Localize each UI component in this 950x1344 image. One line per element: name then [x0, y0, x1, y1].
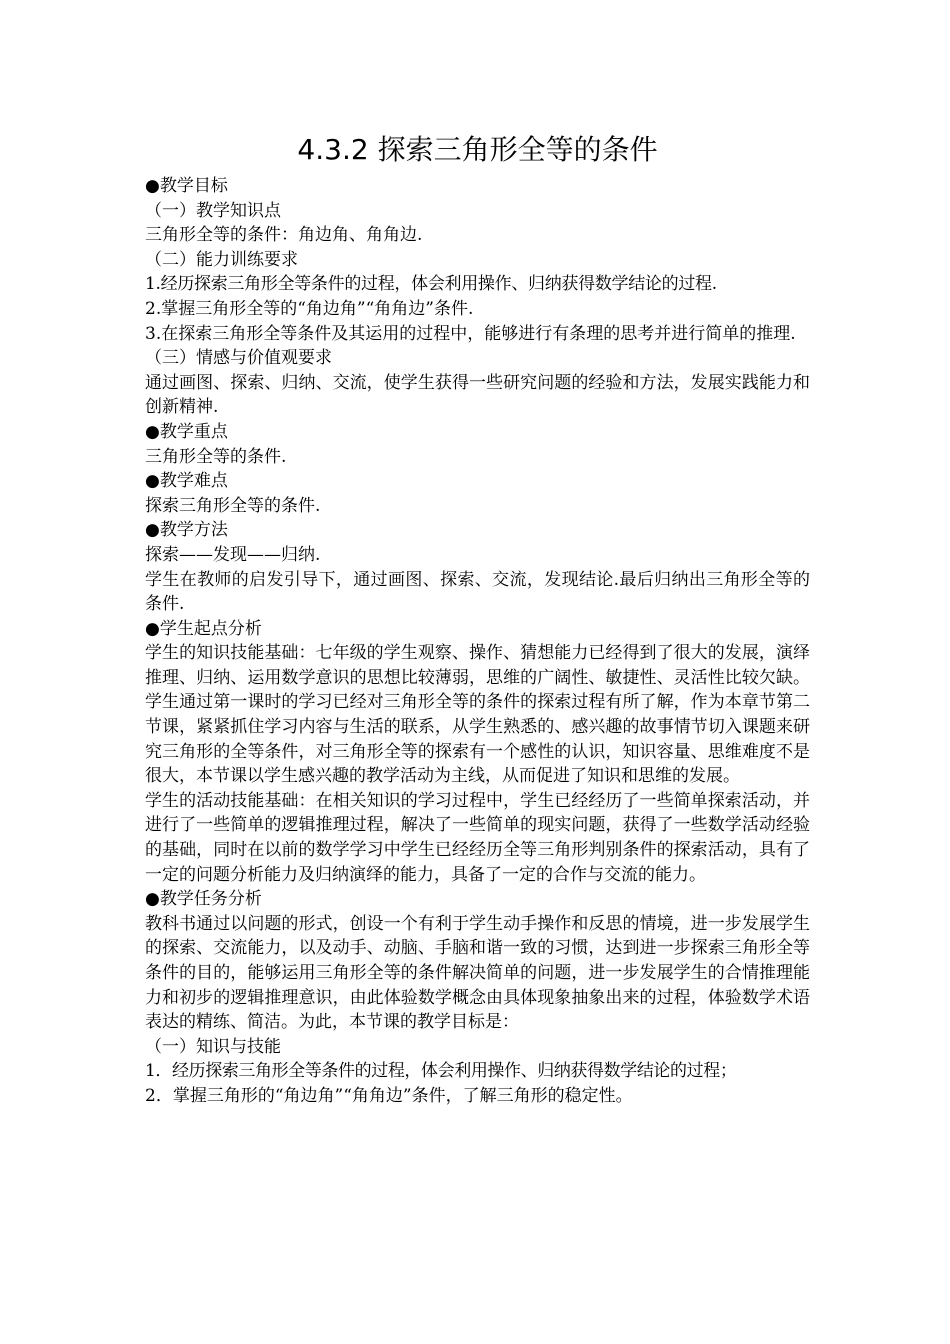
document-page [145, 130, 810, 1109]
paragraph-student-activity: 学生的活动技能基础：在相关知识的学习过程中，学生已经经历了一些简单探索活动，并进行了一些简单的逻辑推理过程，解决了一些简单的现实问题，获得了一些数学活动经验的基础，同时在以前的数学学习中学生已经经历全等三角形判别条件的探索活动，具有了一定的问题分析能力及归纳演绎的能力，具备了一定的合作与交流的能力。 [145, 790, 810, 885]
subheading-ability-requirements: （二）能力训练要求 [145, 249, 298, 270]
section-heading-methods: ●教学方法 [145, 520, 228, 541]
subheading-emotion-values: （三）情感与价值观要求 [145, 348, 332, 369]
paragraph-difficulties: 探索三角形全等的条件. [145, 495, 321, 516]
list-item-skills-1: 1．经历探索三角形全等条件的过程，体会利用操作、归纳获得数学结论的过程； [145, 1061, 737, 1082]
list-item-ability-1: 1.经历探索三角形全等条件的过程，体会利用操作、归纳获得数学结论的过程. [145, 274, 717, 295]
document-title: 4.3.2 探索三角形全等的条件 [297, 133, 658, 166]
section-heading-task-analysis: ●教学任务分析 [145, 889, 262, 910]
paragraph-task-analysis: 教科书通过以问题的形式，创设一个有利于学生动手操作和反思的情境，进一步发展学生的探索、交流能力，以及动手、动脑、手脑和谐一致的习惯，达到进一步探索三角形全等条件的目的，能够运用三角形全等的条件解决简单的问题，进一步发展学生的合情推理能力和初步的逻辑推理意识，由此体验数学概念由具体现象抽象出来的过程，体验数学术语表达的精练、简洁。为此，本节课的教学目标是： [145, 913, 810, 1033]
paragraph-student-knowledge: 学生的知识技能基础：七年级的学生观察、操作、猜想能力已经得到了很大的发展，演绎推理、归纳、运用数学意识的思想比较薄弱，思维的广阔性、敏捷性、灵活性比较欠缺。学生通过第一课时的学习已经对三角形全等的条件的探索过程有所了解，作为本章节第二节课，紧紧抓住学习内容与生活的联系，从学生熟悉的、感兴趣的故事情节切入课题来研究三角形的全等条件，对三角形全等的探索有一个感性的认识，知识容量、思维难度不是很大，本节课以学生感兴趣的教学活动为主线，从而促进了知识和思维的发展。 [145, 643, 810, 787]
paragraph-emotion-values: 通过画图、探索、归纳、交流，使学生获得一些研究问题的经验和方法，发展实践能力和创新精神. [145, 372, 810, 418]
paragraph-knowledge-points: 三角形全等的条件：角边角、角角边. [145, 225, 423, 246]
paragraph-key-points: 三角形全等的条件. [145, 446, 287, 467]
list-item-ability-3: 3.在探索三角形全等条件及其运用的过程中，能够进行有条理的思考并进行简单的推理. [145, 323, 796, 344]
paragraph-methods-1: 探索——发现——归纳. [145, 544, 321, 565]
subheading-knowledge-points: （一）教学知识点 [145, 200, 281, 221]
section-heading-difficulties: ●教学难点 [145, 471, 228, 492]
section-heading-goals: ●教学目标 [145, 176, 228, 196]
section-heading-student-analysis: ●学生起点分析 [145, 618, 262, 639]
list-item-skills-2: 2．掌握三角形的“角边角”“角角边”条件，了解三角形的稳定性。 [145, 1085, 633, 1106]
section-heading-key-points: ●教学重点 [145, 421, 228, 442]
list-item-ability-2: 2.掌握三角形全等的“角边角”“角角边”条件. [145, 298, 474, 319]
paragraph-methods-2: 学生在教师的启发引导下，通过画图、探索、交流，发现结论.最后归纳出三角形全等的条件. [145, 569, 810, 615]
subheading-knowledge-skills: （一）知识与技能 [145, 1036, 281, 1057]
